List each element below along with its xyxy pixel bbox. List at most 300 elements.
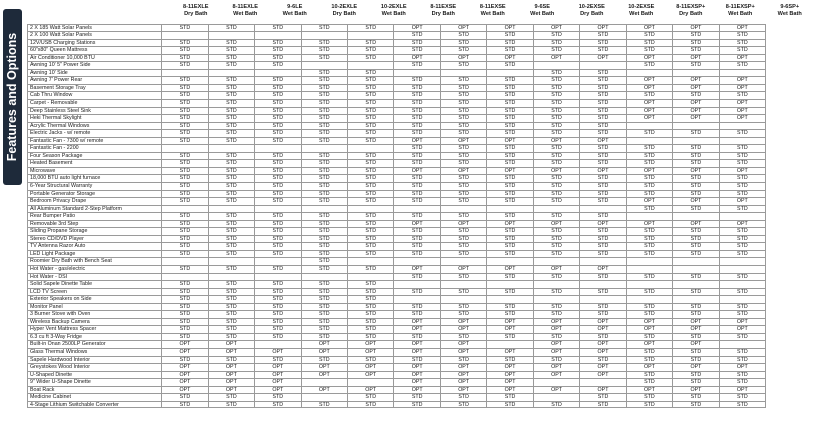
section-title: Features and Options — [5, 32, 19, 162]
feature-value: STD — [348, 123, 394, 130]
feature-value: STD — [162, 198, 208, 205]
feature-value: STD — [302, 402, 348, 408]
column-bath-type: Dry Bath — [332, 10, 356, 17]
feature-value: STD — [162, 191, 208, 198]
feature-value: STD — [534, 70, 580, 77]
feature-value — [255, 206, 301, 213]
column-bath-type: Dry Bath — [431, 10, 455, 17]
feature-value: STD — [302, 228, 348, 235]
feature-value: OPT — [627, 25, 673, 32]
table-row — [27, 39, 766, 47]
feature-value: STD — [302, 153, 348, 160]
feature-value: STD — [209, 40, 255, 47]
feature-value: STD — [441, 198, 487, 205]
feature-value — [302, 274, 348, 281]
feature-value: OPT — [394, 379, 440, 386]
feature-value: STD — [441, 191, 487, 198]
feature-value: STD — [627, 304, 673, 311]
feature-value: STD — [487, 311, 533, 318]
table-row — [27, 340, 766, 348]
feature-name: Four Season Package — [27, 153, 162, 160]
table-row — [27, 401, 766, 409]
column-bath-type: Wet Bath — [728, 10, 753, 17]
table-row — [27, 54, 766, 62]
feature-value: STD — [348, 334, 394, 341]
feature-value: STD — [162, 175, 208, 182]
feature-value — [673, 213, 719, 220]
feature-value: STD — [348, 221, 394, 228]
feature-value: STD — [487, 228, 533, 235]
feature-value: STD — [580, 40, 626, 47]
feature-value: STD — [534, 160, 580, 167]
feature-value: OPT — [487, 319, 533, 326]
feature-value: STD — [302, 115, 348, 122]
feature-value: STD — [209, 123, 255, 130]
column-bath-type: Dry Bath — [679, 10, 703, 17]
feature-value: OPT — [580, 266, 626, 273]
feature-value: STD — [348, 160, 394, 167]
feature-value: STD — [673, 130, 719, 137]
feature-value: STD — [534, 251, 580, 258]
feature-value: OPT — [720, 326, 766, 333]
feature-value — [673, 258, 719, 265]
feature-value — [255, 258, 301, 265]
feature-name: 6.3 cu ft 3-Way Fridge — [27, 334, 162, 341]
table-row — [27, 122, 766, 130]
table-row — [27, 167, 766, 175]
feature-value: STD — [534, 304, 580, 311]
column-header — [468, 4, 518, 17]
feature-value: STD — [209, 236, 255, 243]
table-row — [27, 325, 766, 333]
feature-value — [162, 32, 208, 39]
feature-value: OPT — [441, 326, 487, 333]
feature-value: STD — [348, 77, 394, 84]
feature-value — [534, 296, 580, 303]
feature-value — [627, 281, 673, 288]
feature-value: STD — [673, 236, 719, 243]
feature-value: STD — [162, 311, 208, 318]
feature-value: OPT — [487, 55, 533, 62]
feature-value: STD — [534, 32, 580, 39]
feature-value: STD — [302, 123, 348, 130]
feature-value: STD — [209, 153, 255, 160]
feature-name: Microwave — [27, 168, 162, 175]
feature-value: OPT — [209, 379, 255, 386]
feature-value: STD — [720, 191, 766, 198]
column-model: 8-11EXSP+ — [725, 4, 755, 10]
feature-value: STD — [720, 334, 766, 341]
feature-name: Sliding Propane Storage — [27, 228, 162, 235]
feature-value: STD — [348, 236, 394, 243]
feature-value: OPT — [720, 55, 766, 62]
feature-value: STD — [534, 40, 580, 47]
feature-value: STD — [394, 130, 440, 137]
feature-value: OPT — [255, 387, 301, 394]
feature-value: STD — [441, 357, 487, 364]
feature-value — [255, 145, 301, 152]
feature-value: STD — [441, 47, 487, 54]
feature-value: OPT — [441, 319, 487, 326]
feature-value: STD — [302, 47, 348, 54]
feature-value — [162, 206, 208, 213]
feature-value: STD — [209, 394, 255, 401]
feature-value: STD — [580, 394, 626, 401]
feature-value: STD — [348, 281, 394, 288]
feature-value: STD — [673, 62, 719, 69]
column-bath-type: Dry Bath — [580, 10, 604, 17]
feature-value: OPT — [720, 77, 766, 84]
feature-value: STD — [394, 191, 440, 198]
feature-value: STD — [580, 334, 626, 341]
feature-value: STD — [255, 77, 301, 84]
feature-value: STD — [348, 183, 394, 190]
column-model: 8-11EXLE — [183, 4, 209, 10]
feature-value: STD — [627, 130, 673, 137]
feature-value: OPT — [394, 341, 440, 348]
feature-value: OPT — [720, 115, 766, 122]
feature-value: STD — [673, 160, 719, 167]
feature-value: STD — [580, 145, 626, 152]
feature-value: OPT — [348, 372, 394, 379]
feature-value: STD — [255, 402, 301, 408]
feature-value: OPT — [162, 349, 208, 356]
column-header — [765, 4, 815, 17]
feature-value: STD — [302, 70, 348, 77]
feature-value — [348, 62, 394, 69]
feature-value: STD — [487, 62, 533, 69]
feature-value: STD — [580, 160, 626, 167]
table-row — [27, 144, 766, 152]
feature-value: STD — [534, 115, 580, 122]
feature-value: STD — [720, 402, 766, 408]
feature-value — [720, 70, 766, 77]
feature-name: 2 X 100 Watt Solar Panels — [27, 32, 162, 39]
feature-value: STD — [255, 55, 301, 62]
feature-value: STD — [255, 47, 301, 54]
feature-value — [720, 258, 766, 265]
table-row — [27, 235, 766, 243]
feature-value: STD — [534, 47, 580, 54]
column-header — [666, 4, 716, 17]
feature-value: STD — [441, 243, 487, 250]
column-model: 9-6LE — [287, 4, 303, 10]
feature-name: 18,000 BTU auto light furnace — [27, 175, 162, 182]
feature-value — [209, 206, 255, 213]
feature-value: STD — [394, 311, 440, 318]
feature-value: OPT — [255, 379, 301, 386]
feature-value: OPT — [673, 100, 719, 107]
feature-value: STD — [348, 70, 394, 77]
feature-value: OPT — [673, 108, 719, 115]
feature-value — [302, 62, 348, 69]
feature-value: STD — [255, 304, 301, 311]
column-header — [270, 4, 320, 17]
table-row — [27, 212, 766, 220]
feature-value: STD — [209, 326, 255, 333]
feature-value: STD — [720, 145, 766, 152]
feature-value: STD — [255, 153, 301, 160]
column-bath-type: Wet Bath — [282, 10, 307, 17]
feature-value — [487, 258, 533, 265]
feature-value: STD — [394, 289, 440, 296]
feature-value: STD — [255, 123, 301, 130]
feature-value: STD — [441, 62, 487, 69]
feature-value: STD — [534, 85, 580, 92]
feature-value: OPT — [302, 364, 348, 371]
feature-value — [487, 341, 533, 348]
feature-value: STD — [302, 183, 348, 190]
feature-value: STD — [673, 228, 719, 235]
feature-value: STD — [673, 304, 719, 311]
feature-value: STD — [394, 85, 440, 92]
feature-value — [534, 379, 580, 386]
feature-value: STD — [580, 183, 626, 190]
table-row — [27, 318, 766, 326]
feature-value: OPT — [348, 341, 394, 348]
feature-name: Hot Water - gas/electric — [27, 266, 162, 273]
feature-value: STD — [348, 402, 394, 408]
feature-value: STD — [162, 357, 208, 364]
feature-value: OPT — [394, 326, 440, 333]
column-bath-type: Wet Bath — [777, 10, 802, 17]
feature-value: STD — [162, 251, 208, 258]
feature-value — [302, 379, 348, 386]
feature-name: 3 Burner Stove with Oven — [27, 311, 162, 318]
feature-value: STD — [627, 40, 673, 47]
feature-value: STD — [580, 213, 626, 220]
feature-value — [580, 281, 626, 288]
feature-value — [627, 213, 673, 220]
feature-value: STD — [441, 92, 487, 99]
feature-value: STD — [209, 304, 255, 311]
feature-value: OPT — [627, 100, 673, 107]
feature-value: STD — [302, 266, 348, 273]
feature-name: Monitor Panel — [27, 304, 162, 311]
feature-value: STD — [162, 304, 208, 311]
feature-value: OPT — [394, 138, 440, 145]
feature-value: OPT — [162, 379, 208, 386]
feature-value: STD — [302, 243, 348, 250]
feature-value: OPT — [487, 387, 533, 394]
feature-value: STD — [627, 175, 673, 182]
feature-value: STD — [487, 130, 533, 137]
column-bath-type: Wet Bath — [381, 10, 406, 17]
feature-value: STD — [580, 289, 626, 296]
column-model: 9-6SE — [534, 4, 551, 10]
feature-value: STD — [627, 32, 673, 39]
feature-value: STD — [302, 289, 348, 296]
feature-value: OPT — [673, 85, 719, 92]
feature-value: STD — [487, 77, 533, 84]
feature-value: STD — [673, 372, 719, 379]
feature-value — [209, 258, 255, 265]
feature-value: STD — [162, 221, 208, 228]
feature-value: STD — [627, 372, 673, 379]
feature-value: OPT — [394, 372, 440, 379]
feature-value: STD — [209, 402, 255, 408]
feature-value: OPT — [441, 341, 487, 348]
feature-value: STD — [487, 145, 533, 152]
feature-value: STD — [209, 115, 255, 122]
feature-value: STD — [487, 108, 533, 115]
feature-value: STD — [162, 228, 208, 235]
feature-value: STD — [302, 40, 348, 47]
feature-value: STD — [348, 228, 394, 235]
feature-value: STD — [580, 92, 626, 99]
table-row — [27, 61, 766, 69]
feature-value: STD — [302, 85, 348, 92]
feature-value: OPT — [487, 349, 533, 356]
feature-value — [720, 296, 766, 303]
table-row — [27, 152, 766, 160]
table-row — [27, 303, 766, 311]
feature-value: STD — [580, 32, 626, 39]
column-model: 8-11EXSE — [479, 4, 506, 10]
column-bath-type: Wet Bath — [530, 10, 555, 17]
feature-value: STD — [394, 243, 440, 250]
feature-value: STD — [209, 108, 255, 115]
feature-value: STD — [209, 175, 255, 182]
feature-value — [209, 32, 255, 39]
feature-value: STD — [348, 326, 394, 333]
feature-value — [348, 379, 394, 386]
feature-value: STD — [255, 357, 301, 364]
feature-value: STD — [720, 236, 766, 243]
feature-value: STD — [348, 311, 394, 318]
feature-value: STD — [534, 228, 580, 235]
feature-value: OPT — [673, 319, 719, 326]
feature-value: STD — [302, 357, 348, 364]
feature-value — [441, 281, 487, 288]
column-model: 8-11EXSE — [430, 4, 457, 10]
feature-value: STD — [673, 349, 719, 356]
feature-value — [255, 70, 301, 77]
feature-name: Bedroom Privacy Drape — [27, 198, 162, 205]
feature-value: STD — [673, 379, 719, 386]
table-row — [27, 257, 766, 265]
feature-value: STD — [348, 40, 394, 47]
feature-value: STD — [487, 357, 533, 364]
feature-value — [627, 123, 673, 130]
feature-value — [487, 206, 533, 213]
feature-value: STD — [302, 258, 348, 265]
feature-value: OPT — [441, 221, 487, 228]
feature-name: 4-Stage Lithium Switchable Converter — [27, 402, 162, 408]
feature-name: 60"x80" Queen Mattress — [27, 47, 162, 54]
feature-value: STD — [720, 153, 766, 160]
feature-value: STD — [487, 160, 533, 167]
feature-value: STD — [720, 175, 766, 182]
feature-value: STD — [162, 334, 208, 341]
column-model: 8-11EXLE — [232, 4, 258, 10]
feature-value: OPT — [534, 372, 580, 379]
column-bath-type: Wet Bath — [629, 10, 654, 17]
feature-value — [348, 274, 394, 281]
feature-value: STD — [673, 175, 719, 182]
feature-value: OPT — [534, 221, 580, 228]
feature-value: OPT — [394, 319, 440, 326]
feature-value: STD — [720, 32, 766, 39]
feature-value: STD — [255, 266, 301, 273]
feature-value: STD — [627, 357, 673, 364]
feature-value: STD — [162, 236, 208, 243]
feature-value: STD — [394, 304, 440, 311]
feature-name: Fantastic Fan - 7300 w/ remote — [27, 138, 162, 145]
feature-value: STD — [302, 213, 348, 220]
feature-value: STD — [720, 62, 766, 69]
feature-value: STD — [255, 85, 301, 92]
feature-value: STD — [487, 47, 533, 54]
feature-value: OPT — [673, 341, 719, 348]
feature-value: STD — [534, 153, 580, 160]
feature-value: STD — [673, 40, 719, 47]
feature-value: STD — [162, 108, 208, 115]
feature-value: STD — [209, 228, 255, 235]
column-model: 10-2EXLE — [331, 4, 358, 10]
feature-value: OPT — [302, 387, 348, 394]
feature-value: STD — [627, 379, 673, 386]
feature-value: STD — [534, 175, 580, 182]
feature-name: Greystokes Wood Interior — [27, 364, 162, 371]
feature-value: STD — [673, 251, 719, 258]
feature-value: OPT — [348, 364, 394, 371]
feature-value: OPT — [580, 364, 626, 371]
feature-value: STD — [441, 394, 487, 401]
feature-name: Carpet - Removable — [27, 100, 162, 107]
feature-value: STD — [255, 175, 301, 182]
feature-value: STD — [673, 402, 719, 408]
feature-value: STD — [441, 402, 487, 408]
feature-value — [162, 258, 208, 265]
feature-value: STD — [209, 138, 255, 145]
feature-value: STD — [162, 394, 208, 401]
feature-value: OPT — [209, 387, 255, 394]
table-row — [27, 107, 766, 115]
feature-value: STD — [487, 191, 533, 198]
feature-value: STD — [720, 183, 766, 190]
feature-value — [580, 62, 626, 69]
feature-value: STD — [302, 296, 348, 303]
feature-name: Air Conditioner 10,000 BTU — [27, 55, 162, 62]
feature-value: OPT — [580, 319, 626, 326]
feature-value: STD — [441, 304, 487, 311]
feature-name: Deep Stainless Steel Sink — [27, 108, 162, 115]
feature-value: STD — [627, 47, 673, 54]
feature-value: STD — [209, 251, 255, 258]
feature-name: LED Light Package — [27, 251, 162, 258]
column-header — [716, 4, 766, 17]
feature-value: OPT — [720, 108, 766, 115]
feature-value: STD — [534, 123, 580, 130]
feature-value: STD — [487, 100, 533, 107]
feature-value: OPT — [673, 25, 719, 32]
feature-value: STD — [162, 138, 208, 145]
feature-value: OPT — [673, 387, 719, 394]
feature-value: STD — [394, 334, 440, 341]
feature-value: OPT — [673, 221, 719, 228]
feature-value: STD — [394, 108, 440, 115]
feature-value: STD — [209, 319, 255, 326]
feature-value: OPT — [580, 326, 626, 333]
feature-value: STD — [487, 251, 533, 258]
feature-value: STD — [302, 175, 348, 182]
feature-value — [627, 266, 673, 273]
feature-name: 2 X 185 Watt Solar Panels — [27, 25, 162, 32]
feature-name: Sapele Hardwood Interior — [27, 357, 162, 364]
feature-value: STD — [302, 92, 348, 99]
feature-value: OPT — [534, 168, 580, 175]
